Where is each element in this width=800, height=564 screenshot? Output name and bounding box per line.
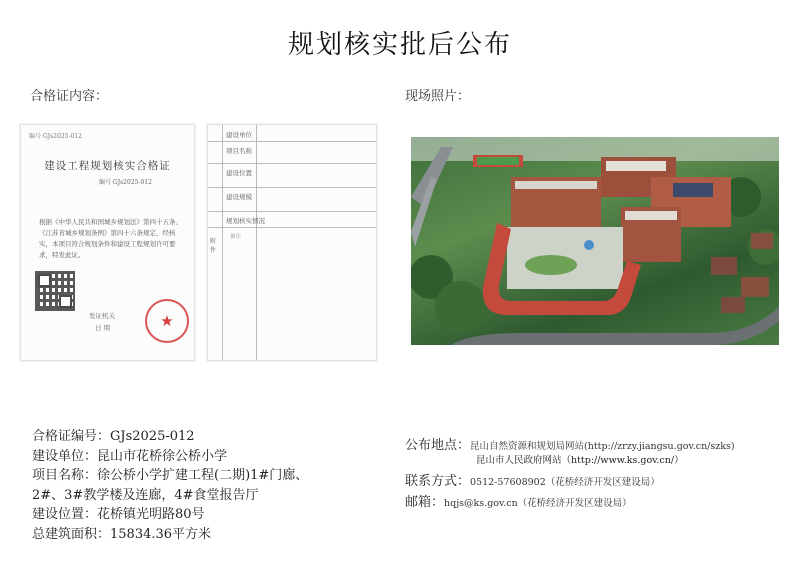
photo-section-label: 现场照片：: [405, 89, 471, 104]
publish-site-link-2[interactable]: 昆山市人民政府网站（http://www.ks.gov.cn/）: [476, 455, 684, 466]
contact-value: 0512-57608902（花桥经济开发区建设局）: [470, 477, 660, 488]
certificate-attachment-form: [207, 124, 377, 361]
builder-text: 建设单位：昆山市花桥徐公桥小学: [32, 448, 228, 464]
publish-site-row: [405, 434, 735, 453]
form-row-label: 建设单位: [226, 131, 252, 139]
form-row: [208, 125, 376, 142]
email-label: 邮箱：: [405, 495, 445, 510]
form-remark: 备注: [230, 234, 242, 240]
certificate-title: 建设工程规划核实合格证: [44, 160, 171, 172]
form-row-label: 规划核实情况: [226, 217, 265, 225]
project-name-line1: 项目名称：徐公桥小学扩建工程(二期)1#门廊、: [32, 468, 309, 483]
form-side-label: 附件: [210, 238, 217, 254]
area-text: 总建筑面积：15834.36平方米: [32, 526, 212, 542]
qr-code-icon: [35, 271, 75, 311]
certificate-header-line: 编号 GJs2025-012: [29, 133, 82, 140]
certificate-date: 日 期: [95, 324, 111, 332]
email-row: [405, 491, 632, 510]
certificate-body: 根据《中华人民共和国城乡规划法》第四十五条、《江苏省城乡规划条例》第四十六条规定，经核实，本项目符合规划条件和建设工程规划许可要求，特发此证。: [39, 218, 182, 259]
official-seal-icon: ★: [145, 299, 189, 343]
certificate-number: 编号 GJs2025-012: [99, 179, 152, 186]
site-photo-illustration: [411, 137, 779, 345]
certificate-issuer: 发证机关: [89, 312, 115, 320]
certificate-section-label: 合格证内容：: [30, 89, 109, 104]
page-title: 规划核实批后公布: [287, 30, 512, 60]
form-row: [208, 187, 376, 212]
site-photo: [411, 137, 779, 345]
publish-site-link-1[interactable]: 昆山自然资源和规划局网站(http://zrzy.jiangsu.gov.cn/szks): [470, 441, 735, 452]
email-value[interactable]: hqjs@ks.gov.cn（花桥经济开发区建设局）: [444, 498, 632, 509]
publish-site-label: 公布地点：: [405, 438, 471, 453]
contact-label: 联系方式：: [405, 474, 471, 489]
project-info: [32, 427, 308, 544]
certificate-number-text: 合格证编号：GJs2025-012: [32, 429, 195, 444]
form-row-label: 项目名称: [226, 147, 252, 155]
form-row-label: 建设位置: [226, 169, 252, 177]
location-text: 建设位置：花桥镇光明路80号: [32, 507, 205, 522]
contact-row: [405, 470, 660, 489]
form-row: [208, 141, 376, 164]
certificate-document: [20, 124, 195, 361]
form-row-label: 建设规模: [226, 193, 252, 201]
form-row: [208, 163, 376, 188]
form-row: [208, 211, 376, 228]
project-name-line2: 2#、3#教学楼及连廊，4#食堂报告厅: [32, 487, 259, 503]
